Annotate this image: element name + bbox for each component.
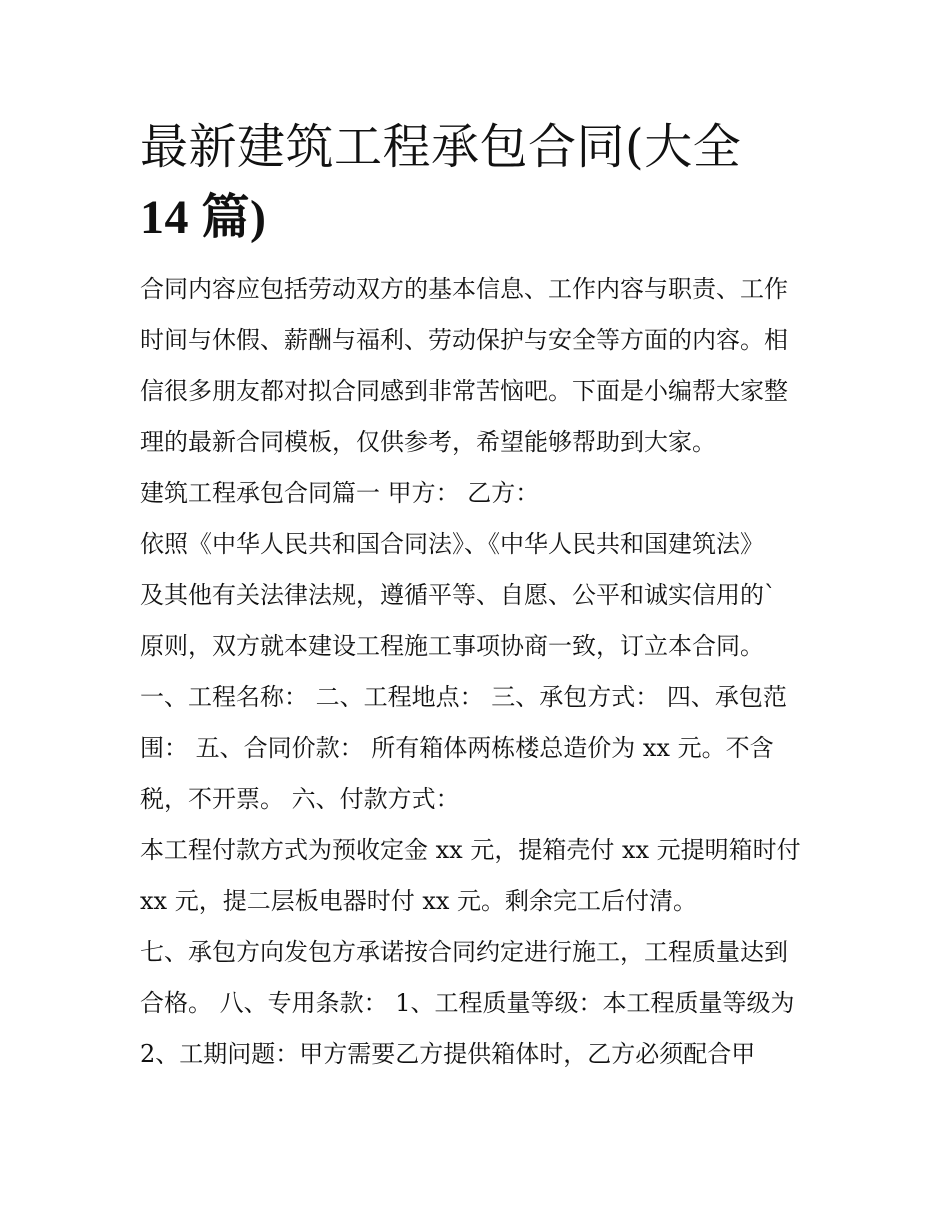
text-line: 围： 五、合同价款： 所有箱体两栋楼总造价为 xx 元。不含: [140, 734, 774, 762]
document-page: [140, 112, 830, 1080]
text-line: 理的最新合同模板，仅供参考，希望能够帮助到大家。: [140, 428, 716, 456]
payment-paragraph: [140, 825, 830, 927]
text-line: 依照《中华人民共和国合同法》、《中华人民共和国建筑法》: [140, 530, 764, 558]
legal-basis-paragraph: [140, 519, 830, 672]
text-line: 合同内容应包括劳动双方的基本信息、工作内容与职责、工作: [140, 275, 788, 303]
title-line: 最新建筑工程承包合同(大全: [140, 119, 742, 175]
text-line: 建筑工程承包合同篇一 甲方： 乙方：: [140, 479, 540, 507]
contract-heading-paragraph: [140, 468, 830, 519]
text-line: 税，不开票。 六、付款方式：: [140, 785, 460, 813]
title-line: [140, 182, 830, 253]
text-line: 一、工程名称： 二、工程地点： 三、承包方式： 四、承包范: [140, 683, 787, 711]
document-title: [140, 112, 830, 253]
text-line: 信很多朋友都对拟合同感到非常苦恼吧。下面是小编帮大家整: [140, 377, 788, 405]
text-line: 本工程付款方式为预收定金 xx 元，提箱壳付 xx 元提明箱时付: [140, 836, 801, 864]
text-line: 七、承包方向发包方承诺按合同约定进行施工，工程质量达到: [140, 938, 788, 966]
commitment-paragraph: [140, 927, 830, 1080]
intro-paragraph: [140, 264, 830, 468]
text-line: 时间与休假、薪酬与福利、劳动保护与安全等方面的内容。相: [140, 326, 788, 354]
text-line: 及其他有关法律法规，遵循平等、自愿、公平和诚实信用的`: [140, 581, 776, 609]
text-line: 原则，双方就本建设工程施工事项协商一致，订立本合同。: [140, 632, 764, 660]
text-line: 2、工期问题：甲方需要乙方提供箱体时，乙方必须配合甲: [140, 1040, 756, 1068]
terms-paragraph: [140, 672, 830, 825]
text-line: 合格。 八、专用条款： 1、工程质量等级：本工程质量等级为: [140, 989, 795, 1017]
title-line-text: 14 篇): [140, 191, 267, 244]
text-line: xx 元，提二层板电器时付 xx 元。剩余完工后付清。: [140, 887, 698, 915]
